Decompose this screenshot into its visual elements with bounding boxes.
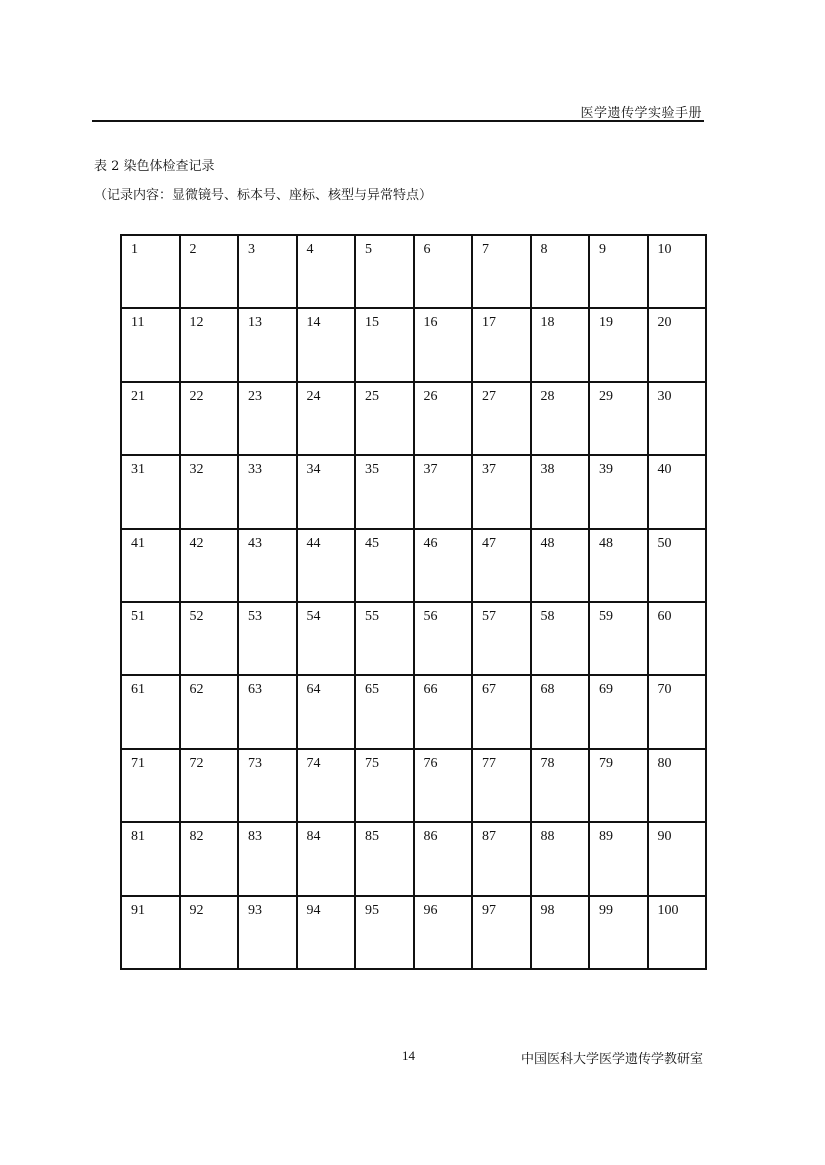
record-cell[interactable]: 75 xyxy=(355,749,414,822)
record-cell[interactable]: 86 xyxy=(414,822,473,895)
record-cell[interactable]: 96 xyxy=(414,896,473,969)
record-cell[interactable]: 38 xyxy=(531,455,590,528)
record-cell[interactable]: 43 xyxy=(238,529,297,602)
record-cell[interactable]: 45 xyxy=(355,529,414,602)
record-cell[interactable]: 47 xyxy=(472,529,531,602)
table-row xyxy=(121,602,706,675)
record-cell[interactable]: 7 xyxy=(472,235,531,308)
record-cell[interactable]: 84 xyxy=(297,822,356,895)
record-cell[interactable]: 42 xyxy=(180,529,239,602)
record-cell[interactable]: 78 xyxy=(531,749,590,822)
record-cell[interactable]: 33 xyxy=(238,455,297,528)
record-cell[interactable]: 20 xyxy=(648,308,707,381)
record-cell[interactable]: 65 xyxy=(355,675,414,748)
record-cell[interactable]: 55 xyxy=(355,602,414,675)
record-cell[interactable]: 61 xyxy=(121,675,180,748)
record-cell[interactable]: 37 xyxy=(472,455,531,528)
record-cell[interactable]: 14 xyxy=(297,308,356,381)
record-cell[interactable]: 19 xyxy=(589,308,648,381)
record-cell[interactable]: 94 xyxy=(297,896,356,969)
record-cell[interactable]: 46 xyxy=(414,529,473,602)
chromosome-record-table-body xyxy=(121,235,706,969)
record-cell[interactable]: 91 xyxy=(121,896,180,969)
record-cell[interactable]: 81 xyxy=(121,822,180,895)
record-cell[interactable]: 82 xyxy=(180,822,239,895)
record-cell[interactable]: 10 xyxy=(648,235,707,308)
record-cell[interactable]: 24 xyxy=(297,382,356,455)
record-cell[interactable]: 66 xyxy=(414,675,473,748)
record-cell[interactable]: 5 xyxy=(355,235,414,308)
record-cell[interactable]: 27 xyxy=(472,382,531,455)
record-cell[interactable]: 67 xyxy=(472,675,531,748)
table-row xyxy=(121,455,706,528)
running-header xyxy=(92,100,704,122)
record-cell[interactable]: 48 xyxy=(531,529,590,602)
record-cell[interactable]: 22 xyxy=(180,382,239,455)
record-cell[interactable]: 59 xyxy=(589,602,648,675)
record-cell[interactable]: 80 xyxy=(648,749,707,822)
record-cell[interactable]: 57 xyxy=(472,602,531,675)
record-cell[interactable]: 68 xyxy=(531,675,590,748)
record-cell[interactable]: 2 xyxy=(180,235,239,308)
record-cell[interactable]: 89 xyxy=(589,822,648,895)
record-cell[interactable]: 71 xyxy=(121,749,180,822)
record-cell[interactable]: 74 xyxy=(297,749,356,822)
record-cell[interactable]: 77 xyxy=(472,749,531,822)
record-cell[interactable]: 13 xyxy=(238,308,297,381)
record-cell[interactable]: 64 xyxy=(297,675,356,748)
record-cell[interactable]: 18 xyxy=(531,308,590,381)
table-note: （记录内容：显微镜号、标本号、座标、核型与异常特点） xyxy=(94,188,433,203)
table-row xyxy=(121,822,706,895)
running-header-title: 医学遗传学实验手册 xyxy=(580,106,702,121)
record-cell[interactable]: 90 xyxy=(648,822,707,895)
record-cell[interactable]: 12 xyxy=(180,308,239,381)
record-cell[interactable]: 70 xyxy=(648,675,707,748)
record-cell[interactable]: 11 xyxy=(121,308,180,381)
record-cell[interactable]: 79 xyxy=(589,749,648,822)
record-cell[interactable]: 3 xyxy=(238,235,297,308)
record-cell[interactable]: 4 xyxy=(297,235,356,308)
record-cell[interactable]: 44 xyxy=(297,529,356,602)
record-cell[interactable]: 9 xyxy=(589,235,648,308)
table-row xyxy=(121,308,706,381)
record-cell[interactable]: 16 xyxy=(414,308,473,381)
record-cell[interactable]: 40 xyxy=(648,455,707,528)
record-cell[interactable]: 99 xyxy=(589,896,648,969)
record-cell[interactable]: 53 xyxy=(238,602,297,675)
record-cell[interactable]: 88 xyxy=(531,822,590,895)
record-cell[interactable]: 56 xyxy=(414,602,473,675)
record-cell[interactable]: 76 xyxy=(414,749,473,822)
record-cell[interactable]: 87 xyxy=(472,822,531,895)
record-cell[interactable]: 29 xyxy=(589,382,648,455)
record-cell[interactable]: 50 xyxy=(648,529,707,602)
record-cell[interactable]: 39 xyxy=(589,455,648,528)
record-cell[interactable]: 69 xyxy=(589,675,648,748)
record-cell[interactable]: 60 xyxy=(648,602,707,675)
record-cell[interactable]: 97 xyxy=(472,896,531,969)
record-cell[interactable]: 95 xyxy=(355,896,414,969)
record-cell[interactable]: 100 xyxy=(648,896,707,969)
record-cell[interactable]: 73 xyxy=(238,749,297,822)
table-caption: 表 2 染色体检查记录 xyxy=(94,159,215,174)
table-row xyxy=(121,382,706,455)
record-cell[interactable]: 52 xyxy=(180,602,239,675)
record-cell[interactable]: 34 xyxy=(297,455,356,528)
record-cell[interactable]: 48 xyxy=(589,529,648,602)
record-cell[interactable]: 17 xyxy=(472,308,531,381)
table-row xyxy=(121,529,706,602)
record-cell[interactable]: 6 xyxy=(414,235,473,308)
table-row xyxy=(121,235,706,308)
page-number: 14 xyxy=(402,1048,415,1063)
record-cell[interactable]: 41 xyxy=(121,529,180,602)
record-cell[interactable]: 28 xyxy=(531,382,590,455)
record-cell[interactable]: 23 xyxy=(238,382,297,455)
record-cell[interactable]: 58 xyxy=(531,602,590,675)
record-cell[interactable]: 32 xyxy=(180,455,239,528)
footer-institution: 中国医科大学医学遗传学教研室 xyxy=(521,1052,704,1067)
record-cell[interactable]: 37 xyxy=(414,455,473,528)
record-cell[interactable]: 54 xyxy=(297,602,356,675)
record-cell[interactable]: 25 xyxy=(355,382,414,455)
record-cell[interactable]: 51 xyxy=(121,602,180,675)
record-cell[interactable]: 92 xyxy=(180,896,239,969)
table-row xyxy=(121,896,706,969)
record-cell[interactable]: 72 xyxy=(180,749,239,822)
record-cell[interactable]: 35 xyxy=(355,455,414,528)
record-cell[interactable]: 1 xyxy=(121,235,180,308)
record-cell[interactable]: 21 xyxy=(121,382,180,455)
record-cell[interactable]: 98 xyxy=(531,896,590,969)
chromosome-record-table xyxy=(120,234,707,970)
record-cell[interactable]: 8 xyxy=(531,235,590,308)
record-cell[interactable]: 30 xyxy=(648,382,707,455)
record-cell[interactable]: 85 xyxy=(355,822,414,895)
table-row xyxy=(121,749,706,822)
record-cell[interactable]: 93 xyxy=(238,896,297,969)
record-cell[interactable]: 62 xyxy=(180,675,239,748)
record-cell[interactable]: 26 xyxy=(414,382,473,455)
record-cell[interactable]: 31 xyxy=(121,455,180,528)
record-cell[interactable]: 63 xyxy=(238,675,297,748)
record-cell[interactable]: 15 xyxy=(355,308,414,381)
record-cell[interactable]: 83 xyxy=(238,822,297,895)
table-row xyxy=(121,675,706,748)
